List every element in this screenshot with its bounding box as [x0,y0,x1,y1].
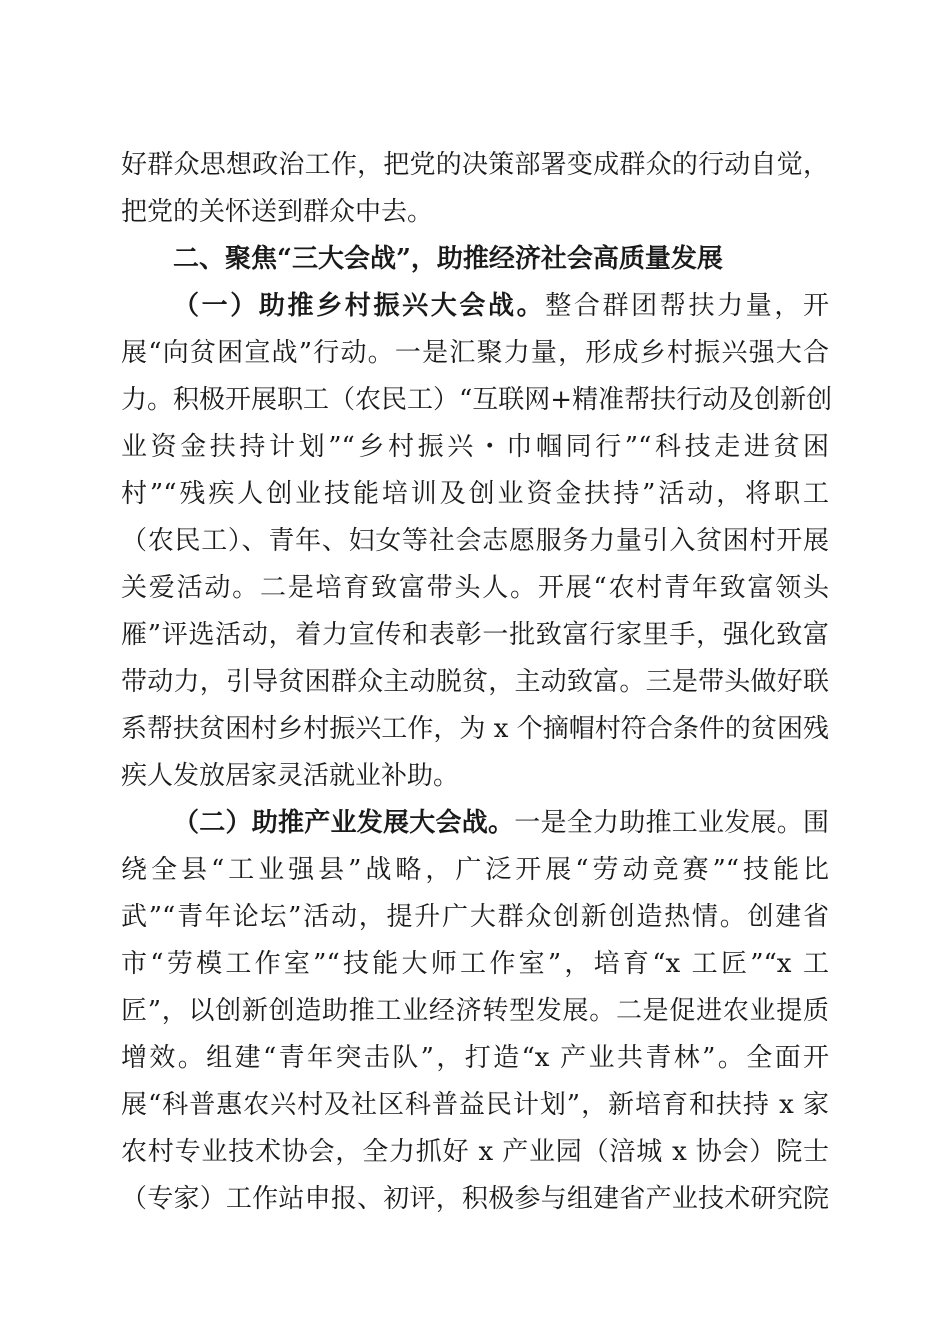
paragraph-line: 好群众思想政治工作，把党的决策部署变成群众的行动自觉， [121,150,829,180]
paragraph-line: 系帮扶贫困村乡村振兴工作，为 x 个摘帽村符合条件的贫困残 [121,714,829,744]
paragraph-line: 匠”，以创新创造助推工业经济转型发展。二是促进农业提质 [121,996,829,1026]
paragraph-line: 雁”评选活动，着力宣传和表彰一批致富行家里手，强化致富 [121,620,829,650]
section-heading: 二、聚焦“三大会战”，助推经济社会高质量发展 [173,244,723,274]
paragraph-line: 力。积极开展职工（农民工）“互联网+精准帮扶行动及创新创 [121,385,833,415]
paragraph-line: 带动力，引导贫困群众主动脱贫，主动致富。三是带头做好联 [121,667,829,697]
subsection-title: （一）助推乡村振兴大会战。 [173,291,546,321]
document-body [121,142,833,1223]
paragraph-line: 增效。组建“青年突击队”，打造“x 产业共青林”。全面开 [121,1043,829,1073]
paragraph-text: 一是全力助推工业发展。围 [514,808,829,838]
paragraph-line: 展“科普惠农兴村及社区科普益民计划”，新培育和扶持 x 家 [121,1090,829,1120]
paragraph-line: 农村专业技术协会，全力抓好 x 产业园（涪城 x 协会）院士 [121,1137,829,1167]
paragraph-line: 业资金扶持计划”“乡村振兴・巾帼同行”“科技走进贫困 [121,432,829,462]
subsection-title: （二）助推产业发展大会战。 [173,808,515,838]
paragraph-line: 绕全县“工业强县”战略，广泛开展“劳动竞赛”“技能比 [121,855,829,885]
paragraph-line: 市“劳模工作室”“技能大师工作室”，培育“x 工匠”“x 工 [121,949,829,979]
paragraph-text: 整合群团帮扶力量，开 [545,291,829,321]
paragraph-first-line [121,800,829,847]
paragraph-line: 村”“残疾人创业技能培训及创业资金扶持”活动，将职工 [121,479,829,509]
paragraph-first-line [121,283,829,330]
paragraph-line: 疾人发放居家灵活就业补助。 [121,761,460,791]
paragraph-line: （农民工）、青年、妇女等社会志愿服务力量引入贫困村开展 [121,526,829,556]
paragraph-line: 武”“青年论坛”活动，提升广大群众创新创造热情。创建省 [121,902,829,932]
paragraph-line: 展“向贫困宣战”行动。一是汇聚力量，形成乡村振兴强大合 [121,338,829,368]
paragraph-line: 关爱活动。二是培育致富带头人。开展“农村青年致富领头 [121,573,829,603]
paragraph-line: 把党的关怀送到群众中去。 [121,197,434,227]
paragraph-line: （专家）工作站申报、初评，积极参与组建省产业技术研究院 [121,1184,829,1214]
